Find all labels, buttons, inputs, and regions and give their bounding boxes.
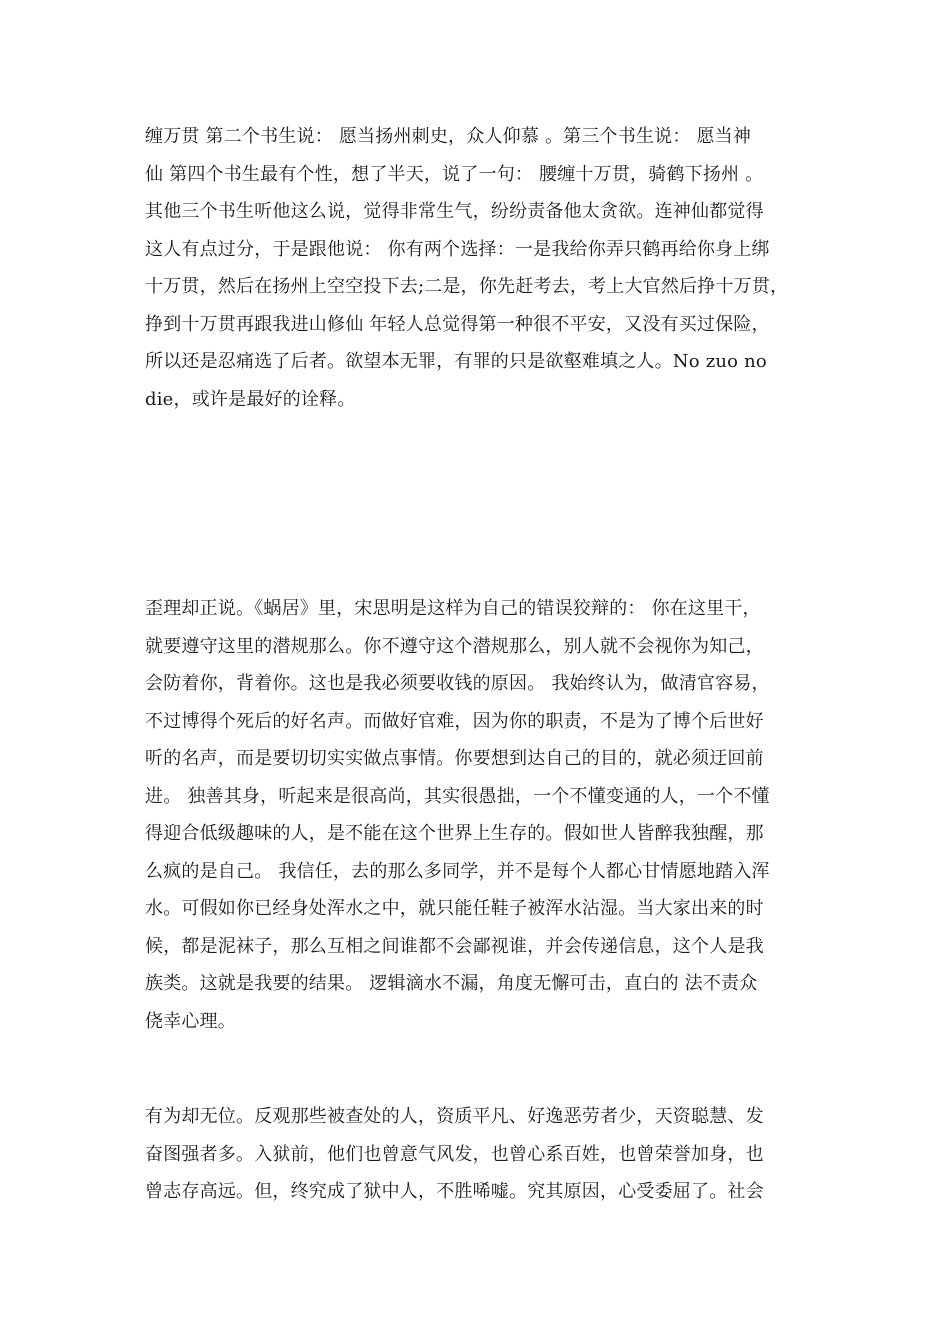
text-line: 所以还是忍痛选了后者。欲望本无罪，有罪的只是欲壑难填之人。No zuo no bbox=[145, 351, 767, 372]
text-line: 仙 第四个书生最有个性，想了半天，说了一句： 腰缠十万贯，骑鹤下扬州 。 bbox=[145, 163, 764, 185]
text-line: 这人有点过分，于是跟他说： 你有两个选择：一是我给你弄只鹤再给你身上绑 bbox=[145, 238, 770, 260]
paragraph-1 bbox=[145, 118, 825, 418]
text-line: 候，都是泥袜子，那么互相之间谁都不会鄙视谁，并会传递信息，这个人是我 bbox=[145, 935, 764, 957]
text-line: 会防着你，背着你。这也是我必须要收钱的原因。 我始终认为，做清官容易， bbox=[145, 673, 770, 694]
text-line: 有为却无位。反观那些被查处的人，资质平凡、好逸恶劳者少，天资聪慧、发 bbox=[145, 1106, 764, 1127]
text-line: 挣到十万贯再跟我进山修仙 年轻人总觉得第一种很不平安，又没有买过保险， bbox=[145, 313, 770, 335]
paragraph-3 bbox=[145, 1098, 825, 1211]
text-line: 侥幸心理。 bbox=[145, 1010, 236, 1032]
text-line: 其他三个书生听他这么说，觉得非常生气，纷纷责备他太贪欲。连神仙都觉得 bbox=[145, 201, 764, 222]
text-line: 就要遵守这里的潜规那么。你不遵守这个潜规那么，别人就不会视你为知己， bbox=[145, 635, 764, 657]
text-line: 么疯的是自己。 我信任，去的那么多同学，并不是每个人都心甘情愿地踏入浑 bbox=[145, 860, 770, 882]
text-line: 缠万贯 第二个书生说： 愿当扬州刺史，众人仰慕 。第三个书生说： 愿当神 bbox=[145, 126, 752, 147]
text-line: 十万贯，然后在扬州上空空投下去;二是，你先赶考去，考上大官然后挣十万贯， bbox=[145, 276, 789, 297]
text-line: 曾志存高远。但，终究成了狱中人，不胜唏嘘。究其原因，心受委屈了。社会 bbox=[145, 1181, 764, 1202]
text-line: 不过博得个死后的好名声。而做好官难，因为你的职责，不是为了博个后世好 bbox=[145, 710, 764, 732]
text-line: 奋图强者多。入狱前，他们也曾意气风发，也曾心系百姓，也曾荣誉加身，也 bbox=[145, 1143, 764, 1165]
text-line: 进。 独善其身，听起来是很高尚，其实很愚拙，一个不懂变通的人，一个不懂 bbox=[145, 785, 770, 807]
text-line: 族类。这就是我要的结果。 逻辑滴水不漏，角度无懈可击，直白的 法不责众 bbox=[145, 973, 758, 994]
text-line: 水。可假如你已经身处浑水之中，就只能任鞋子被浑水沾湿。当大家出来的时 bbox=[145, 898, 764, 919]
text-line: 听的名声，而是要切切实实做点事情。你要想到达自己的目的，就必须迂回前 bbox=[145, 748, 764, 769]
paragraph-2 bbox=[145, 590, 825, 1040]
text-line: die，或许是最好的诠释。 bbox=[145, 388, 356, 410]
text-line: 歪理却正说。《蜗居》里，宋思明是这样为自己的错误狡辩的： 你在这里干， bbox=[145, 598, 761, 619]
text-line: 得迎合低级趣味的人，是不能在这个世界上生存的。假如世人皆醉我独醒，那 bbox=[145, 823, 764, 844]
